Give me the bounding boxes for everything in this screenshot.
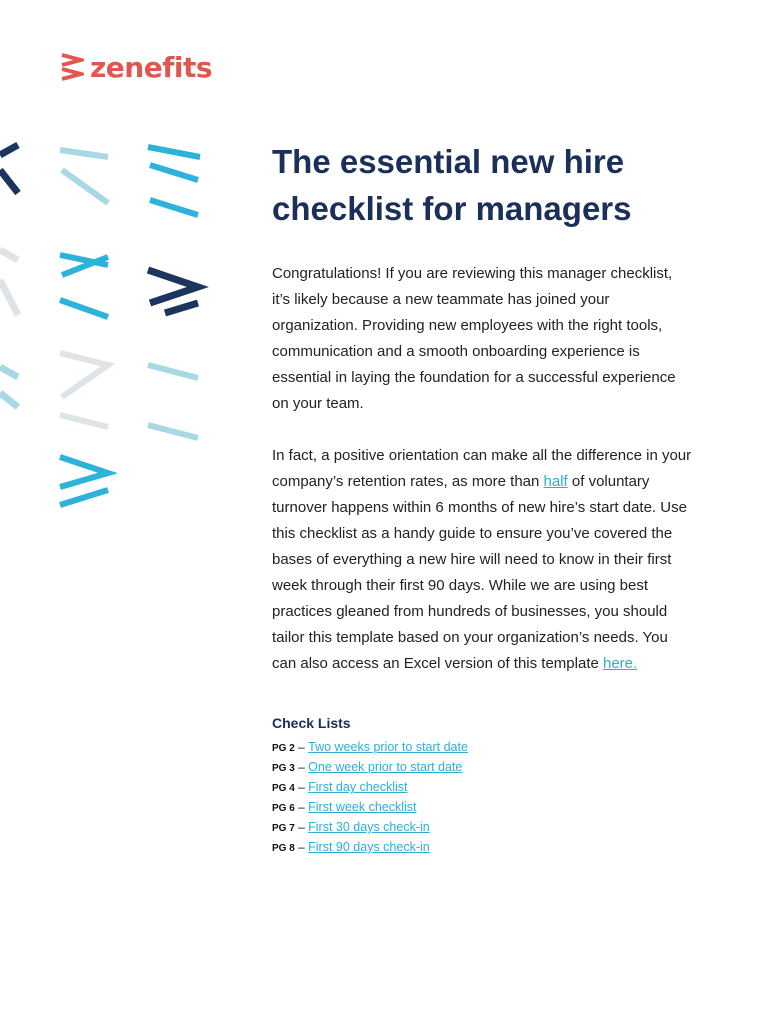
page-number: PG 7 (272, 823, 295, 834)
list-item (272, 818, 692, 838)
list-item (272, 758, 692, 778)
excel-template-link[interactable]: here. (603, 655, 638, 672)
zenefits-logo (60, 50, 212, 84)
separator: – (294, 740, 309, 754)
page-number: PG 8 (272, 843, 295, 854)
checklist-link-first-90-days[interactable]: First 90 days check-in (308, 840, 430, 854)
retention-text-2: of voluntary turnover happens within 6 months of new hire’s start date. Use this checklist as a handy guide to ensure you’ve covered the bases of everything a new hire will need to know in their first week through their first 90 days. While we are using best practices gleaned from hundreds of businesses, you should tailor this template based on your organization’s needs. You can also access an Excel version of this template (272, 473, 687, 672)
list-item (272, 838, 692, 858)
logo-text: zenefits (90, 50, 213, 84)
separator: – (294, 760, 309, 774)
document-content (272, 138, 692, 858)
checklist-link-two-weeks[interactable]: Two weeks prior to start date (308, 740, 468, 754)
page-number: PG 2 (272, 743, 295, 754)
list-item (272, 778, 692, 798)
intro-paragraph: Congratulations! If you are reviewing this manager checklist, it’s likely because a new teammate has joined your organization. Providing new employees with the right tools, communication and a smooth onboarding experience is essential in laying the foundation for a successful experience on your team. (272, 265, 676, 412)
page-title: The essential new hire checklist for managers (272, 143, 632, 227)
retention-text-1: In fact, a positive orientation can make all the difference in your company’s retention rates, as more than (272, 447, 692, 490)
checklist-link-one-week[interactable]: One week prior to start date (308, 760, 463, 774)
half-link[interactable]: half (543, 473, 568, 490)
page-number: PG 6 (272, 803, 295, 814)
zenefits-pattern-icon (0, 135, 215, 525)
separator: – (294, 840, 309, 854)
checklist-link-first-day[interactable]: First day checklist (308, 780, 408, 794)
page-number: PG 4 (272, 783, 295, 794)
zenefits-z-icon (60, 50, 84, 84)
checklist-link-first-30-days[interactable]: First 30 days check-in (308, 820, 430, 834)
separator: – (294, 820, 309, 834)
page-number: PG 3 (272, 763, 295, 774)
retention-paragraph (272, 443, 692, 677)
checklist-link-first-week[interactable]: First week checklist (308, 800, 417, 814)
checklists-heading: Check Lists (272, 715, 351, 731)
checklists-list (272, 738, 692, 858)
separator: – (294, 780, 309, 794)
list-item (272, 738, 692, 758)
list-item (272, 798, 692, 818)
separator: – (294, 800, 309, 814)
